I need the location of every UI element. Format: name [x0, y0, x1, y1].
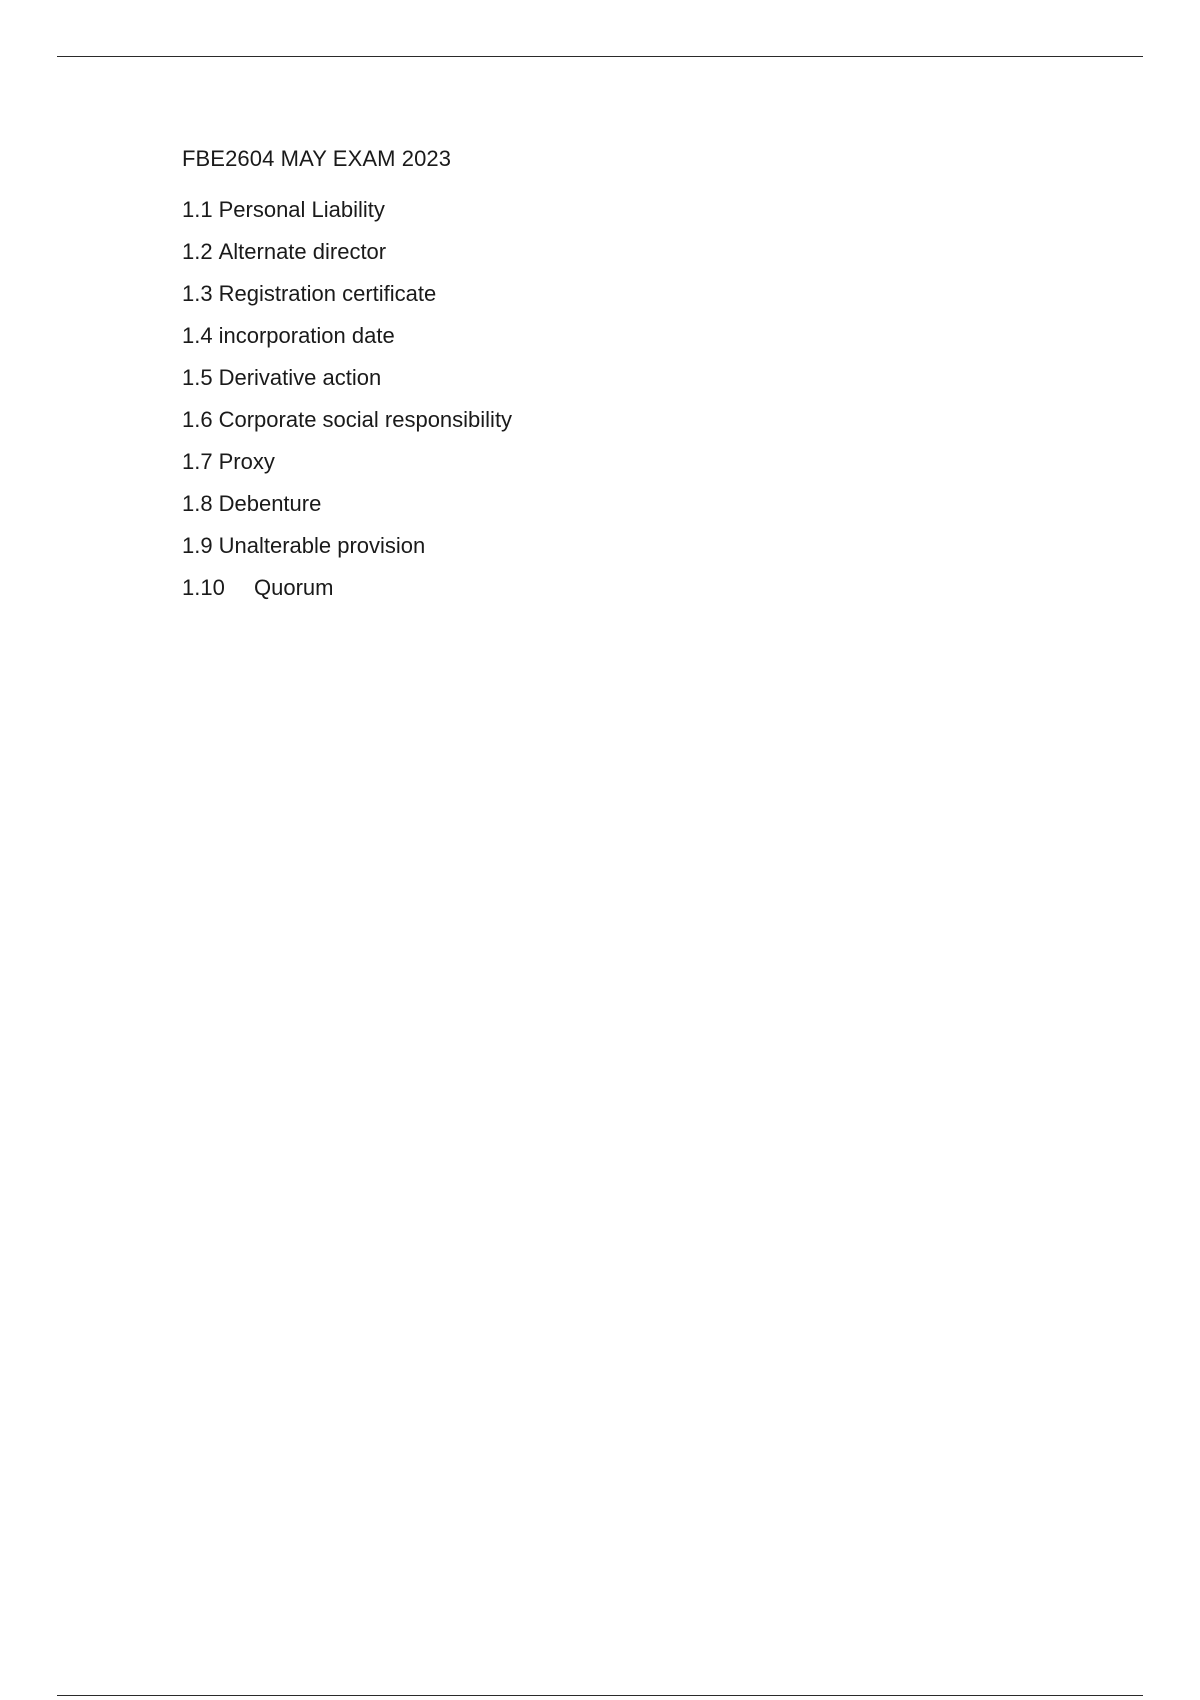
header-rule: [57, 56, 1143, 57]
item-text: Registration certificate: [218, 281, 437, 306]
list-item: [182, 406, 1082, 434]
list-item: [182, 574, 1082, 602]
item-text: Corporate social responsibility: [218, 407, 513, 432]
item-number: 1.10: [182, 575, 225, 600]
item-number: 1.3: [182, 281, 213, 306]
item-text: Debenture: [218, 491, 322, 516]
item-number: 1.6: [182, 407, 213, 432]
document-body: [182, 142, 1082, 616]
item-number: 1.4: [182, 323, 213, 348]
item-text: Proxy: [218, 449, 275, 474]
item-text: incorporation date: [218, 323, 395, 348]
item-text: Derivative action: [218, 365, 382, 390]
item-text: Unalterable provision: [218, 533, 426, 558]
item-text: Quorum: [254, 575, 334, 600]
list-item: [182, 238, 1082, 266]
item-number: 1.8: [182, 491, 213, 516]
list-item: [182, 532, 1082, 560]
list-item: [182, 322, 1082, 350]
list-item: [182, 490, 1082, 518]
item-number: 1.2: [182, 239, 213, 264]
list-item: [182, 364, 1082, 392]
footer-rule: [57, 1695, 1143, 1696]
list-item: [182, 448, 1082, 476]
list-item: [182, 196, 1082, 224]
item-number: 1.9: [182, 533, 213, 558]
list-item: [182, 280, 1082, 308]
item-number: 1.7: [182, 449, 213, 474]
item-text: Alternate director: [218, 239, 387, 264]
item-number: 1.1: [182, 197, 213, 222]
term-list: [182, 196, 1082, 602]
item-text: Personal Liability: [218, 197, 385, 222]
document-title: FBE2604 MAY EXAM 2023: [182, 146, 452, 171]
item-number: 1.5: [182, 365, 213, 390]
